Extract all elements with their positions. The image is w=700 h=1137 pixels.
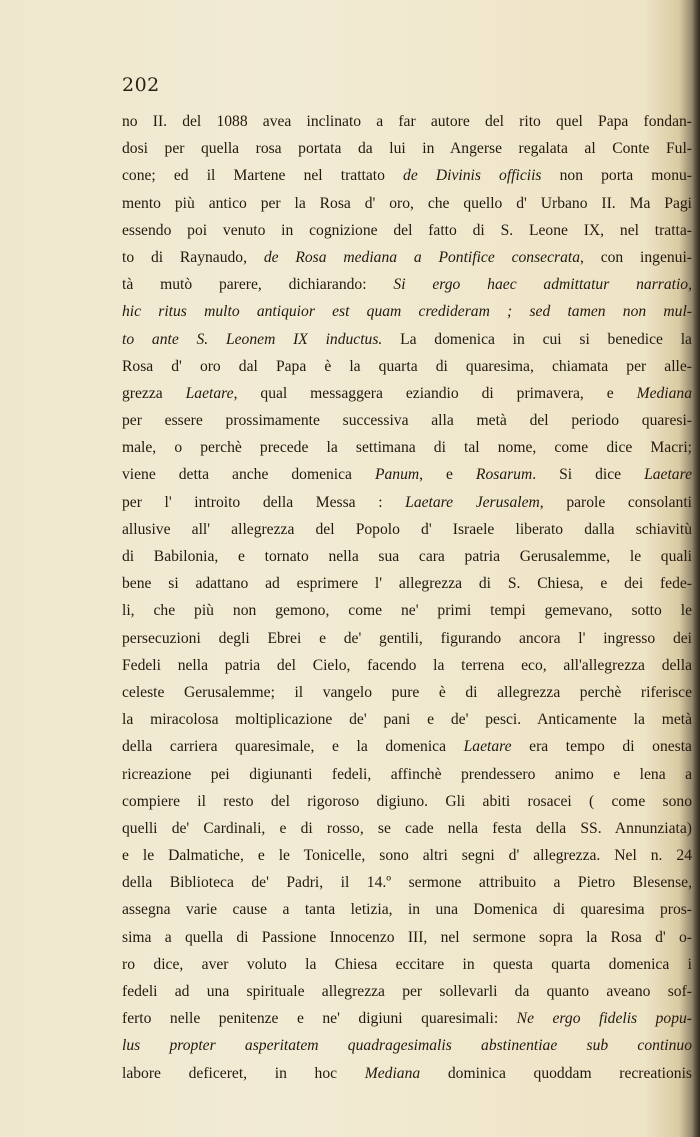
text-line: mento più antico per la Rosa d' oro, che quello d' Urbano II. Ma Pagi (122, 194, 692, 212)
text-line: no II. del 1088 avea inclinato a far autore del rito quel Papa fondan- (122, 113, 692, 130)
text-line: allusive all' allegrezza del Popolo d' Israele liberato dalla schiavitù (122, 520, 692, 538)
text-line: quelli de' Cardinali, e di rosso, se cade nella festa della SS. Annunziata) (122, 819, 692, 837)
text-line: sima a quella di Passione Innocenzo III, nel sermone sopra la Rosa d' o- (122, 928, 692, 946)
body-text (122, 108, 692, 1087)
page-edge-shadow (692, 0, 700, 1137)
text-line: ro dice, aver voluto la Chiesa eccitare in questa quarta domenica i (122, 955, 692, 973)
text-line: ricreazione pei digiunanti fedeli, affinchè prendessero animo e lena a (122, 765, 692, 783)
text-line: dosi per quella rosa portata da lui in Angerse regalata al Conte Ful- (122, 140, 692, 158)
text-line: Rosa d' oro dal Papa è la quarta di quaresima, chiamata per alle- (122, 357, 692, 375)
text-line: to ante S. Leonem IX inductus. La domenica in cui si benedice la (122, 330, 692, 348)
text-line: cone; ed il Martene nel trattato de Divinis officiis non porta monu- (122, 167, 692, 185)
text-line: e le Dalmatiche, e le Tonicelle, sono altri segni d' allegrezza. Nel n. 24 (122, 847, 692, 865)
text-line: compiere il resto del rigoroso digiuno. Gli abiti rosacei ( come sono (122, 792, 692, 810)
text-line: Fedeli nella patria del Cielo, facendo la terrena eco, all'allegrezza della (122, 656, 692, 674)
text-line: fedeli ad una spirituale allegrezza per sollevarli da quanto aveano sof- (122, 983, 692, 1000)
text-line: to di Raynaudo, de Rosa mediana a Pontifice consecrata, con ingenui- (122, 248, 692, 266)
text-line: ferto nelle penitenze e ne' digiuni quaresimali: Ne ergo fidelis popu- (122, 1010, 692, 1028)
text-line: li, che più non gemono, come ne' primi tempi gemevano, sotto le (122, 602, 692, 620)
text-line: di Babilonia, e tornato nella sua cara patria Gerusalemme, le quali (122, 548, 692, 565)
text-line: per essere prossimamente successiva alla metà del periodo quaresi- (122, 412, 692, 430)
text-line: hic ritus multo antiquior est quam credideram ; sed tamen non mul- (122, 303, 692, 321)
text-line: assegna varie cause a tanta letizia, in una Domenica di quaresima pros- (122, 901, 692, 919)
text-line: della carriera quaresimale, e la domenica Laetare era tempo di onesta (122, 738, 692, 756)
page-number: 202 (122, 74, 160, 96)
text-line: lus propter asperitatem quadragesimalis abstinentiae sub continuo (122, 1037, 692, 1055)
text-line: celeste Gerusalemme; il vangelo pure è di allegrezza perchè riferisce (122, 683, 692, 701)
text-line: bene si adattano ad esprimere l' allegrezza di S. Chiesa, e dei fede- (122, 575, 692, 593)
text-line: essendo poi venuto in cognizione del fatto di S. Leone IX, nel tratta- (122, 221, 692, 239)
text-line: male, o perchè precede la settimana di tal nome, come dice Macri; (122, 439, 692, 457)
text-line: persecuzioni degli Ebrei e de' gentili, figurando ancora l' ingresso dei (122, 629, 692, 647)
text-line: per l' introito della Messa : Laetare Jerusalem, parole consolanti (122, 493, 692, 511)
text-line: labore deficeret, in hoc Mediana dominica quoddam recreationis (122, 1064, 692, 1082)
text-line: grezza Laetare, qual messaggera eziandio di primavera, e Mediana (122, 384, 692, 402)
text-line: tà mutò parere, dichiarando: Si ergo haec admittatur narratio, (122, 276, 692, 294)
text-line: della Biblioteca de' Padri, il 14.º sermone attribuito a Pietro Blesense, (122, 874, 692, 892)
text-line: la miracolosa moltiplicazione de' pani e de' pesci. Anticamente la metà (122, 711, 692, 729)
text-line: viene detta anche domenica Panum, e Rosarum. Si dice Laetare (122, 466, 692, 484)
